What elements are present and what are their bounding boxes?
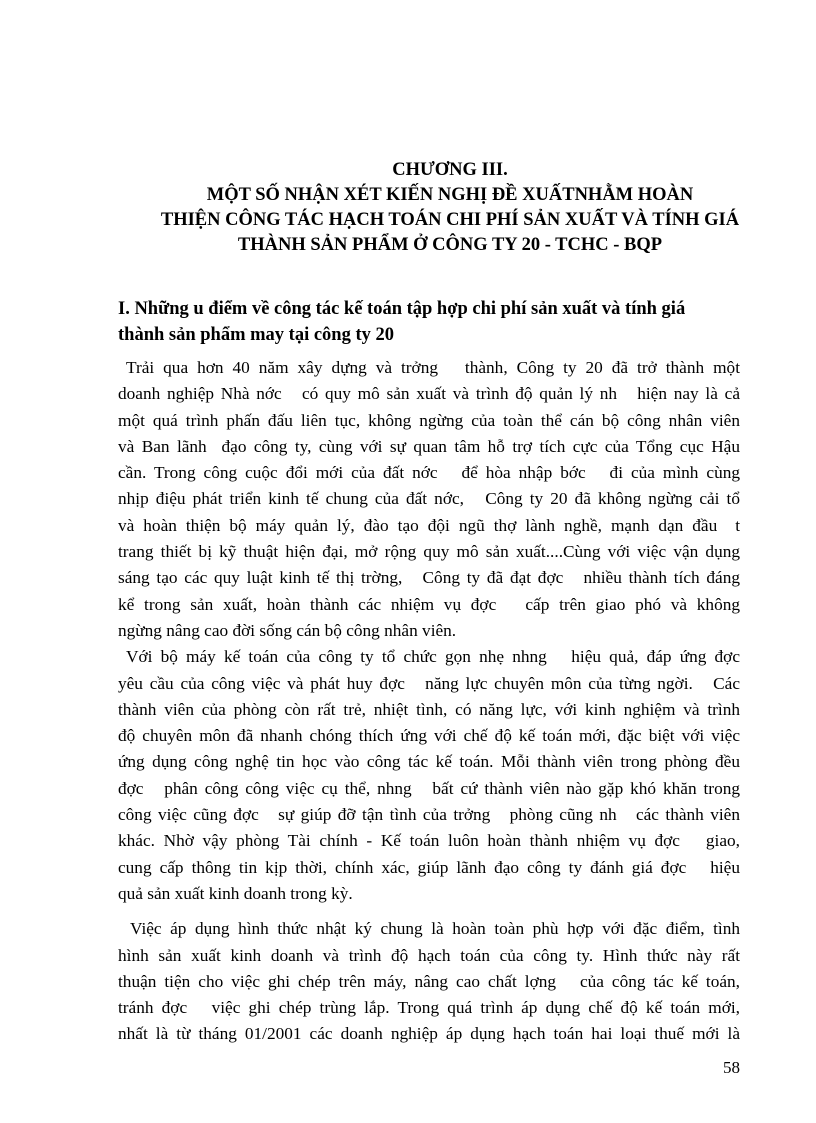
text-line: cần. Trong công cuộc đổi mới của đất nớc để hòa nhập bớc đi của mình cùng [118,463,740,483]
text-line: tránh đợc việc ghi chép trùng lắp. Trong quá trình áp dụng chế độ kế toán mới, [118,998,740,1018]
chapter-heading [100,158,800,258]
text-line: và Ban lãnh đạo công ty, cùng với sự quan tâm hỗ trợ tích cực của Tổng cục Hậu [118,436,740,456]
text-line: sáng tạo các quy luật kinh tế thị trờng, Công ty đã đạt đợc nhiều thành tích đáng [118,568,740,588]
text-line: ngừng nâng cao đời sống cán bộ công nhân viên. [118,620,457,640]
chapter-subtitle-line: THIỆN CÔNG TÁC HẠCH TOÁN CHI PHÍ SẢN XUẤT VÀ TÍNH GIÁ [160,210,740,230]
text-line: công việc cũng đợc sự giúp đỡ tận tình của trởng phòng cũng nh các thành viên [118,805,740,825]
text-line: độ chuyên môn đã nhanh chóng thích ứng với chế độ kế toán mới, đặc biệt với việc [118,726,740,746]
text-line: thành viên của phòng còn rất trẻ, nhiệt tình, có năng lực, với kinh nghiệm và trình [118,699,740,719]
section-heading-line: thành sản phẩm may tại công ty 20 [118,325,395,345]
text-line: hình sản xuất kinh doanh và trình độ hạch toán của công ty. Hình thức này rất [118,945,740,965]
chapter-subtitle-line: MỘT SỐ NHẬN XÉT KIẾN NGHỊ ĐỀ XUẤTNHẰM HOÀN [206,185,694,205]
chapter-title: CHƯƠNG III. [392,160,508,180]
section-heading-line: I. Những u điểm về công tác kế toán tập hợp chi phí sản xuất và tính giá [118,299,686,319]
section-heading [118,296,738,348]
text-line: Với bộ máy kế toán của công ty tổ chức gọn nhẹ nhng hiệu quả, đáp ứng đợc [126,647,740,667]
text-line: ứng dụng công nghệ tin học vào công tác kế toán. Mỗi thành viên trong phòng đều [118,752,740,772]
text-line: nhịp điệu phát triển kinh tế chung của đất nớc, Công ty 20 đã không ngừng cải tổ [118,489,740,509]
text-line: trang thiết bị kỹ thuật hiện đại, mở rộng quy mô sản xuất....Cùng với việc vận dụng [118,542,740,562]
chapter-subtitle-line: THÀNH SẢN PHẨM Ở CÔNG TY 20 - TCHC - BQP [237,235,663,255]
page-number: 58 [723,1058,740,1077]
paragraph-3 [118,916,740,1047]
paragraph-1 [118,355,740,644]
text-line: Trải qua hơn 40 năm xây dựng và trởng thành, Công ty 20 đã trở thành một [126,358,740,377]
text-line: khác. Nhờ vậy phòng Tài chính - Kế toán luôn hoàn thành nhiệm vụ đợc giao, [118,831,740,851]
paragraph-2 [118,644,740,907]
text-line: một quá trình phấn đấu liên tục, không ngừng của toàn thể cán bộ công nhân viên [118,410,740,430]
body-text [118,355,740,1048]
text-line: quả sản xuất kinh doanh trong kỳ. [118,883,353,903]
text-line: thuận tiện cho việc ghi chép trên máy, nâng cao chất lợng của công tác kế toán, [118,971,740,991]
text-line: cung cấp thông tin kịp thời, chính xác, giúp lãnh đạo công ty đánh giá đợc hiệu [118,857,740,877]
text-line: nhất là từ tháng 01/2001 các doanh nghiệp áp dụng hạch toán hai loại thuế mới là [118,1024,740,1044]
text-line: yêu cầu của công việc và phát huy đợc năng lực chuyên môn của từng ngời. Các [118,673,740,693]
paragraph-gap [118,907,740,916]
text-line: kể trong sản xuất, hoàn thành các nhiệm vụ đợc cấp trên giao phó và không [118,594,740,614]
text-line: và hoàn thiện bộ máy quản lý, đào tạo đội ngũ thợ lành nghề, mạnh dạn đầu t [118,515,740,535]
text-line: Việc áp dụng hình thức nhật ký chung là hoàn toàn phù hợp với đặc điểm, tình [130,919,740,939]
text-line: đợc phân công công việc cụ thể, nhng bất cứ thành viên nào gặp khó khăn trong [118,778,740,798]
text-line: doanh nghiệp Nhà nớc có quy mô sản xuất và trình độ quản lý nh hiện nay là cả [118,384,740,404]
